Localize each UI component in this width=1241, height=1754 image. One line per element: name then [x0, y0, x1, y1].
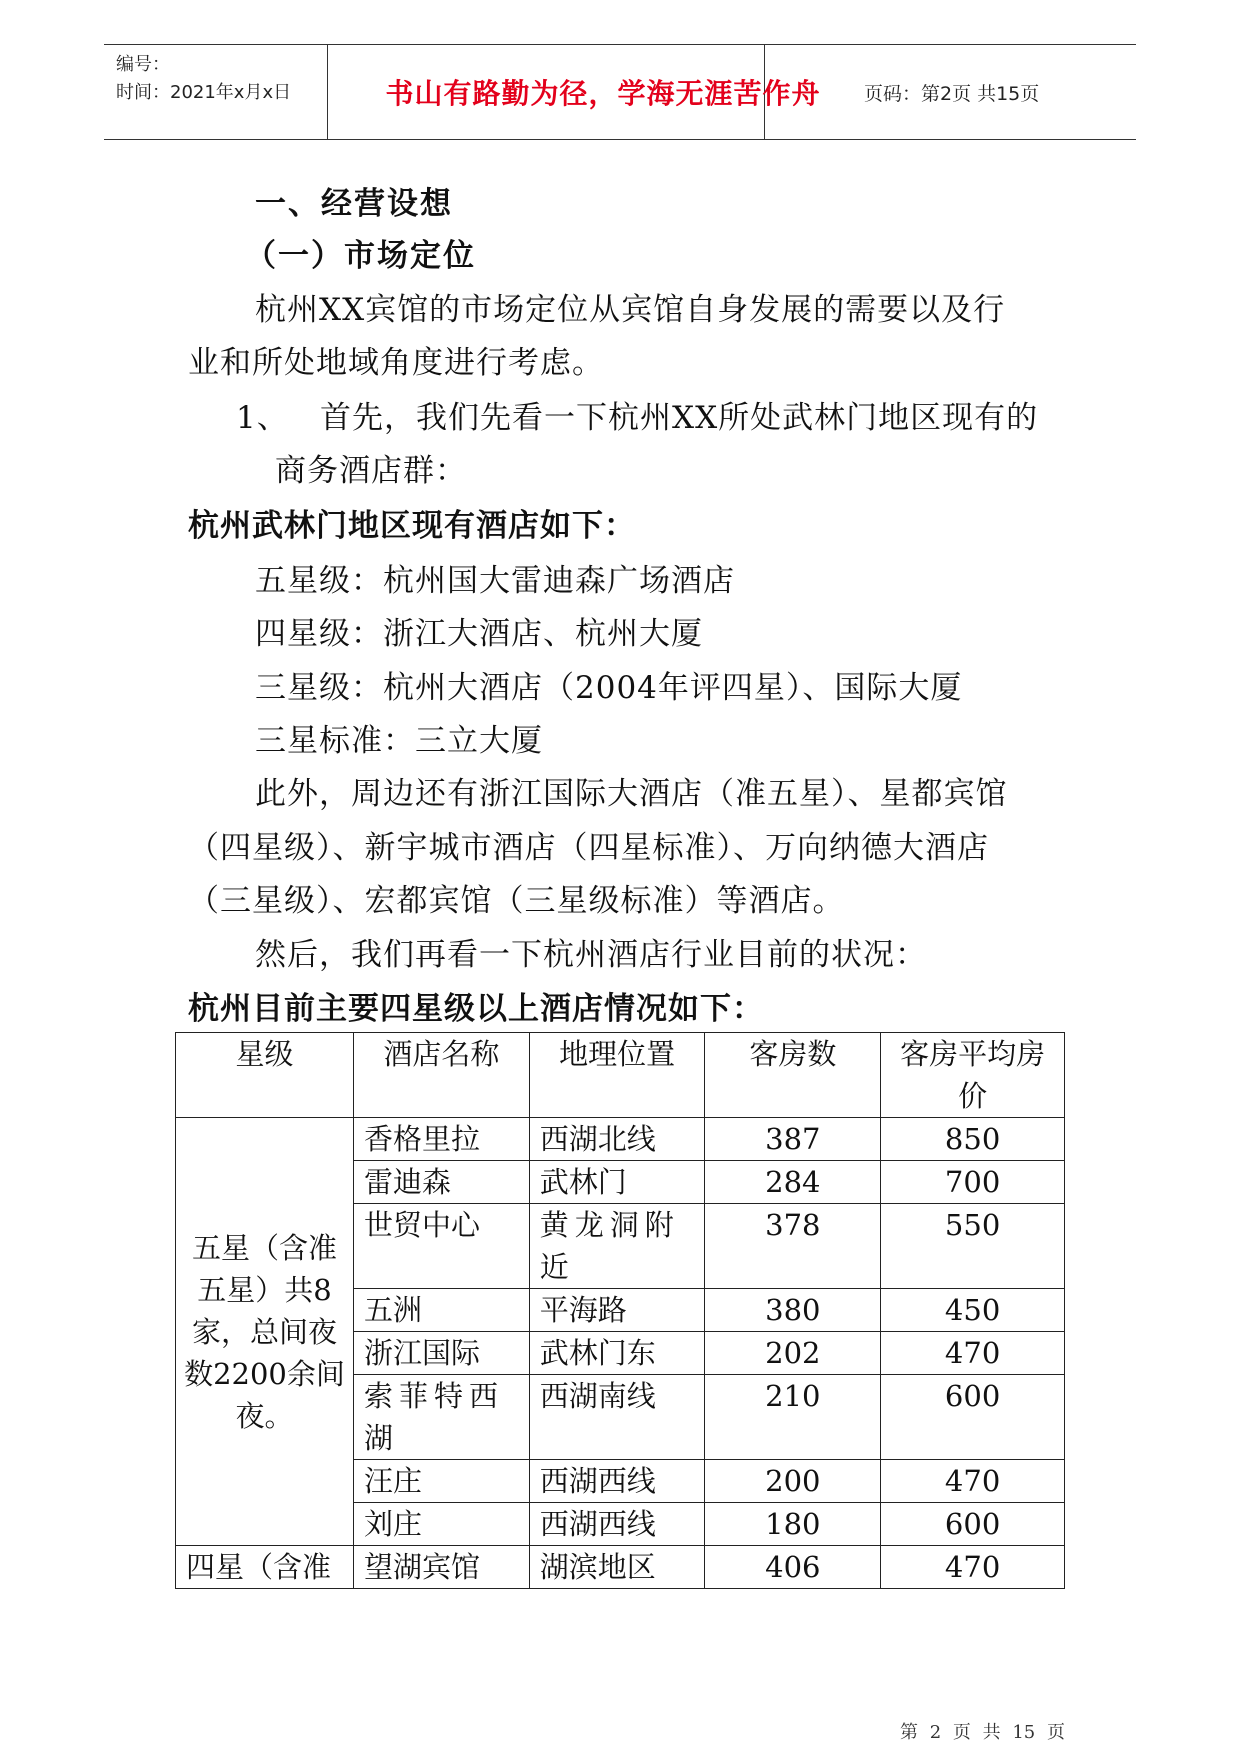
header-cell: 酒店名称 — [353, 1033, 529, 1118]
location-cell: 湖滨地区 — [529, 1546, 705, 1589]
hotel-name-cell: 五洲 — [353, 1289, 529, 1332]
page-number-label: 页码：第2页 — [864, 82, 972, 105]
rooms-cell: 387 — [705, 1118, 881, 1161]
header-divider — [327, 45, 328, 139]
paragraph-line: 此外，周边还有浙江国际大酒店（准五星）、星都宾馆 — [255, 776, 1008, 812]
table-row — [176, 1118, 1065, 1161]
three-star-line: 三星级：杭州大酒店（2004年评四星）、国际大厦 — [255, 670, 963, 706]
location-cell: 武林门 — [529, 1161, 705, 1204]
rooms-cell: 284 — [705, 1161, 881, 1204]
location-cell: 西湖西线 — [529, 1503, 705, 1546]
location-cell: 西湖西线 — [529, 1460, 705, 1503]
paragraph-line: 业和所处地域角度进行考虑。 — [188, 345, 604, 381]
list-item-line: 首先，我们先看一下杭州XX所处武林门地区现有的 — [320, 400, 1039, 436]
star-group-cell: 四星（含准 — [176, 1546, 354, 1589]
price-cell: 470 — [881, 1460, 1065, 1503]
table-header-row — [176, 1033, 1065, 1118]
hotel-name-cell: 雷迪森 — [353, 1161, 529, 1204]
location-cell: 西湖南线 — [529, 1375, 705, 1460]
hotel-list-heading: 杭州武林门地区现有酒店如下： — [188, 508, 636, 544]
table-row — [176, 1546, 1065, 1589]
hotel-table — [175, 1032, 1065, 1589]
header-cell: 地理位置 — [529, 1033, 705, 1118]
price-cell: 470 — [881, 1546, 1065, 1589]
rooms-cell: 180 — [705, 1503, 881, 1546]
price-cell: 450 — [881, 1289, 1065, 1332]
paragraph-line: 杭州XX宾馆的市场定位从宾馆自身发展的需要以及行 — [255, 292, 1006, 328]
location-cell: 黄龙洞附近 — [529, 1204, 705, 1289]
four-star-line: 四星级：浙江大酒店、杭州大厦 — [255, 616, 703, 652]
hotel-name-cell: 刘庄 — [353, 1503, 529, 1546]
paragraph-line: （四星级）、新宇城市酒店（四星标准）、万向纳德大酒店 — [188, 830, 989, 866]
table-heading: 杭州目前主要四星级以上酒店情况如下： — [188, 991, 764, 1027]
rooms-cell: 406 — [705, 1546, 881, 1589]
hotel-name-cell: 汪庄 — [353, 1460, 529, 1503]
location-cell: 武林门东 — [529, 1332, 705, 1375]
subsection-heading: （一）市场定位 — [245, 238, 476, 274]
list-number: 1、 — [236, 400, 289, 436]
price-cell: 700 — [881, 1161, 1065, 1204]
price-cell: 470 — [881, 1332, 1065, 1375]
header-cell: 客房数 — [705, 1033, 881, 1118]
five-star-line: 五星级：杭州国大雷迪森广场酒店 — [255, 563, 735, 599]
hotel-name-cell: 世贸中心 — [353, 1204, 529, 1289]
rooms-cell: 378 — [705, 1204, 881, 1289]
hotel-name-cell: 索菲特西湖 — [353, 1375, 529, 1460]
hotel-name-cell: 浙江国际 — [353, 1332, 529, 1375]
header-motto: 书山有路勤为径，学海无涯苦作舟 — [385, 77, 821, 110]
section-heading: 一、经营设想 — [255, 186, 453, 222]
paragraph-line: （三星级）、宏都宾馆（三星级标准）等酒店。 — [188, 883, 845, 919]
hotel-name-cell: 香格里拉 — [353, 1118, 529, 1161]
price-cell: 550 — [881, 1204, 1065, 1289]
paragraph-line: 然后，我们再看一下杭州酒店行业目前的状况： — [255, 937, 927, 973]
price-cell: 600 — [881, 1375, 1065, 1460]
price-cell: 850 — [881, 1118, 1065, 1161]
header-cell: 客房平均房价 — [881, 1033, 1065, 1118]
location-cell: 平海路 — [529, 1289, 705, 1332]
doc-number-label: 编号： — [116, 54, 170, 75]
rooms-cell: 202 — [705, 1332, 881, 1375]
page-total-label: 共15页 — [977, 82, 1040, 105]
location-cell: 西湖北线 — [529, 1118, 705, 1161]
page-header — [104, 44, 1136, 140]
page-footer: 第 2 页 共 15 页 — [900, 1722, 1065, 1743]
header-page-info — [864, 45, 1045, 139]
price-cell: 600 — [881, 1503, 1065, 1546]
doc-time-label: 时间：2021年x月x日 — [116, 82, 292, 103]
hotel-name-cell: 望湖宾馆 — [353, 1546, 529, 1589]
rooms-cell: 210 — [705, 1375, 881, 1460]
rooms-cell: 200 — [705, 1460, 881, 1503]
three-star-standard-line: 三星标准：三立大厦 — [255, 723, 543, 759]
header-cell: 星级 — [176, 1033, 354, 1118]
list-item-line: 商务酒店群： — [275, 453, 467, 489]
header-meta — [116, 51, 291, 107]
star-group-cell: 五星（含准五星）共8家，总间夜数2200余间夜。 — [176, 1118, 354, 1546]
rooms-cell: 380 — [705, 1289, 881, 1332]
